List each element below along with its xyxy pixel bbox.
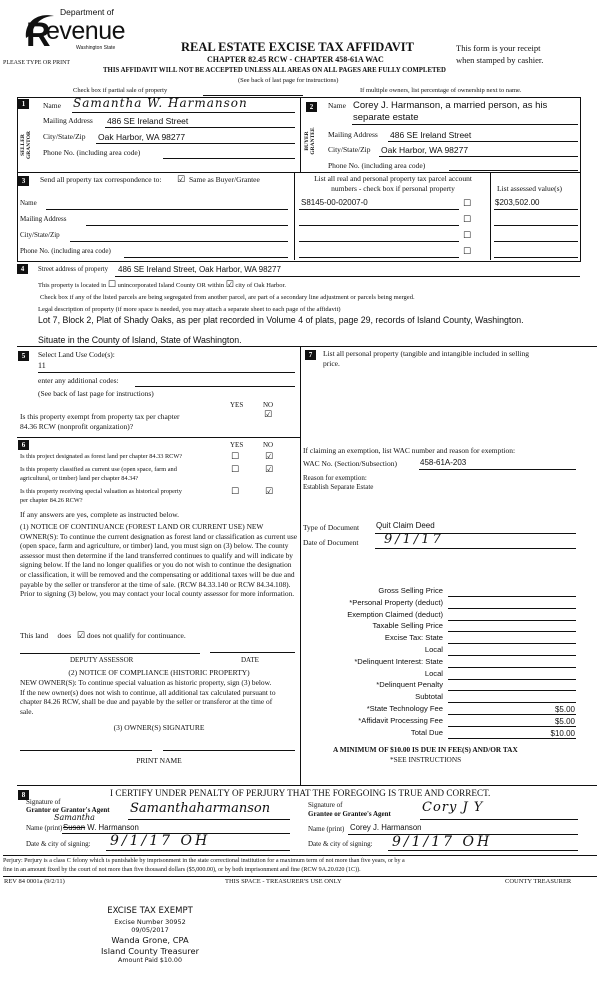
street-address-label: Street address of property [38,266,109,273]
section-2-badge: 2 [306,102,317,112]
send-to-label: Send all property tax correspondence to: [40,175,162,184]
fee-underline [448,679,576,680]
corr-phone-label: Phone No. (including area code) [20,247,111,255]
seller-city-field[interactable]: Oak Harbor, WA 98277 [98,132,186,142]
stamp-treasurer-name: Wanda Grone, CPA [111,935,189,945]
personal-property-checkbox[interactable]: ☐ [463,215,472,225]
form-subtitle: CHAPTER 82.45 RCW - CHAPTER 458-61A WAC [207,55,384,64]
corr-city-field[interactable] [70,241,288,242]
seller-mail-field[interactable]: 486 SE Ireland Street [107,116,189,126]
street-address-field[interactable]: 486 SE Ireland Street, Oak Harbor, WA 98277 [118,265,281,274]
buyer-mail-label: Mailing Address [328,130,378,139]
historic-yes-checkbox[interactable]: ☐ [231,487,240,497]
receipt-note-1: This form is your receipt [456,43,541,53]
buyer-phone-label: Phone No. (including area code) [328,161,426,170]
forest-yes-checkbox[interactable]: ☐ [231,452,240,462]
grantee-sig-label: Signature of [308,801,343,809]
current-use-yes-checkbox[interactable]: ☐ [231,465,240,475]
fee-label: Local [424,668,443,678]
stamp-excise-number: Excise Number 30952 [114,918,186,926]
corr-mail-field[interactable] [86,225,288,226]
fee-label: Exemption Claimed (deduct) [347,609,443,619]
fee-underline [448,714,576,715]
continuance-line [20,631,186,641]
exempt-question-2: 84.36 RCW (nonprofit organization)? [20,422,134,431]
fee-label: Subtotal [415,692,443,702]
parcel-field-2[interactable] [299,225,459,226]
owner-signature-field-2[interactable] [163,750,295,751]
buyer-phone-field[interactable] [449,170,578,171]
assessed-header: List assessed value(s) [497,184,562,193]
partial-sale-label[interactable]: Check box if partial sale of property [73,87,168,94]
parcel-header-2: numbers - check box if personal property [331,184,455,193]
corr-phone-field[interactable] [124,257,288,258]
corr-mail-label: Mailing Address [20,215,67,223]
if-yes-note: If any answers are yes, complete as instructed below. [20,510,180,519]
corr-city-label: City/State/Zip [20,231,60,239]
fee-underline [448,667,576,668]
stamp-title: EXCISE TAX EXEMPT [107,906,193,916]
assessed-field-3[interactable] [494,241,578,242]
section-5-badge: 5 [18,351,29,361]
fee-underline [448,738,576,739]
fee-underline [448,643,576,644]
county-treasurer-label: COUNTY TREASURER [505,878,572,885]
buyer-name-field-line2[interactable]: separate estate [353,112,419,123]
legal-description-label: Legal description of property (if more space is needed, you may attach a separate sheet to each page of the affidavit) [38,306,341,313]
grantor-date-field[interactable]: 9/1/17 OH [110,833,211,849]
stamp-date: 09/05/2017 [131,926,169,934]
current-use-question: Is this property classified as current use (open space, farm and [20,466,177,473]
segregated-checkbox-label[interactable]: Check box if any of the listed parcels are being segregated from another parcel, are part of a secondary line adjustment or parcels being merged. [40,294,415,301]
fee-underline [448,596,576,597]
grantor-signature-field[interactable]: Samanthaharmanson [130,801,271,816]
acceptance-warning: THIS AFFIDAVIT WILL NOT BE ACCEPTED UNLESS ALL AREAS ON ALL PAGES ARE FULLY COMPLETED [103,67,446,74]
does-option[interactable]: does [57,631,72,640]
exemption-claim-label: If claiming an exemption, list WAC number and reason for exemption: [303,446,516,455]
parcel-header: List all real and personal property tax parcel account [314,174,472,183]
land-use-see-back: (See back of last page for instructions) [38,389,154,398]
no-header: NO [263,401,274,409]
historic-no-checkbox[interactable]: ☑ [265,487,274,497]
struck-name: Susan [63,823,86,832]
buyer-grantee-label: BUYER GRANTEE [304,127,316,155]
svg-text:R: R [26,16,51,48]
land-use-code-field[interactable]: 11 [38,361,46,370]
certification-statement: I CERTIFY UNDER PENALTY OF PERJURY THAT THE FOREGOING IS TRUE AND CORRECT. [110,788,491,798]
historic-question-2: per chapter 84.26 RCW? [20,497,83,504]
fee-label: *Personal Property (deduct) [349,597,443,607]
section-7-badge: 7 [305,350,316,360]
buyer-city-field[interactable]: Oak Harbor, WA 98277 [381,145,469,155]
fee-label: Excise Tax: State [384,633,443,643]
fee-label: *State Technology Fee [366,704,443,713]
owner-signature-field[interactable] [20,750,152,751]
parcel-field-3[interactable] [299,241,459,242]
minimum-due-note: A MINIMUM OF $10.00 IS DUE IN FEE(S) AND/OR TAX [333,745,518,754]
buyer-city-label: City/State/Zip [328,145,371,154]
location-line [38,281,286,290]
fee-label: Taxable Selling Price [372,621,443,631]
assessed-value-field[interactable]: $203,502.00 [495,198,540,207]
grantee-signature-field[interactable]: Cory J Y [422,800,484,815]
located-label: This property is located in [38,282,107,289]
personal-property-label: List all personal property (tangible and intangible included in selling [323,349,529,358]
fee-label: *Affidavit Processing Fee [358,715,443,725]
grantor-sig-label: Signature of [26,798,61,806]
personal-property-checkbox[interactable]: ☐ [463,199,472,209]
seller-grantor-label: SELLER GRANTOR [20,131,32,160]
stamp-office: Island County Treasurer [100,946,200,956]
legal-description-line-1[interactable]: Lot 7, Block 2, Plat of Shady Oaks, as per plat recorded in Volume 4 of plats, page 29, records of Island County, Washington. [38,315,524,325]
grantee-name-label: Name (print) [308,825,345,833]
grantor-name-rest: W. Harmanson [87,823,139,832]
fee-value-field[interactable]: $5.00 [554,705,575,714]
doc-type-field[interactable]: Quit Claim Deed [376,521,435,530]
corr-name-field[interactable] [46,209,288,210]
print-name-label: PRINT NAME [136,756,182,765]
grantee-name-field[interactable]: Corey J. Harmanson [350,823,422,832]
perjury-notice: Perjury: Perjury is a class C felony which is punishable by imprisonment in the state correctional institution for a maximum term of not more than five years, or by a [3,858,405,864]
deputy-assessor-label: DEPUTY ASSESSOR [70,656,134,664]
parcel-field-4[interactable] [299,257,459,258]
receipt-note-2: when stamped by cashier. [456,55,544,65]
buyer-mail-field[interactable]: 486 SE Ireland Street [390,130,472,140]
personal-property-checkbox[interactable]: ☐ [463,247,472,257]
grantor-name-label: Name (print) [26,824,63,832]
legal-description-line-2[interactable]: Situate in the County of Island, State of Washington. [38,335,242,345]
forest-land-question: Is this project designated as forest land per chapter 84.33 RCW? [20,453,183,460]
please-type: PLEASE TYPE OR PRINT [3,60,71,66]
grantor-name-field[interactable] [63,823,139,832]
notice-of-compliance: NEW OWNER(S): To continue special valuation as historic property, sign (3) below. If the new owner(s) does not wish to continue, all additional tax calculated pursuant to chapter 84.26 RCW, shall be due and payable by the seller or transferor at the time of sale. [20,678,276,716]
does-not-label: does not qualify for continuance. [86,631,186,640]
fee-value-field[interactable]: $5.00 [554,716,575,726]
section-1-badge: 1 [18,99,29,109]
fee-underline [448,631,576,632]
logo-main-text: evenue [46,17,126,45]
see-instructions-note: *SEE INSTRUCTIONS [390,755,462,764]
yes-header: YES [230,441,244,449]
personal-property-label-2: price. [323,359,340,368]
perjury-notice-2: fine in an amount fixed by the court of not more than five thousand dollars ($5,000.00), or by both imprisonment and fine (RCW 9A.20.020 (1C)). [3,867,361,873]
within-city-checkbox[interactable]: ☑ [225,280,234,290]
seller-phone-field[interactable] [163,158,295,159]
fee-label: *Delinquent Interest: State [354,656,443,666]
stamp-amount: Amount Paid $10.00 [118,957,182,964]
section-4-badge: 4 [17,264,28,274]
seller-name-label: Name [43,101,61,110]
fee-underline [448,608,576,609]
seller-phone-label: Phone No. (including area code) [43,148,141,157]
notice-of-continuance: (1) NOTICE OF CONTINUANCE (FOREST LAND OR CURRENT USE) NEW OWNER(S): To continue the current designation as forest land or classification as current use (open space, farm and agriculture, or timber) land, you must sign on (3) below. The county assessor must then determine if the land transferred continues to qualify and will indicate by signing below. If the land no longer qualifies or you do not wish to continue the designation or classification, it will be removed and the compensating or additional taxes will be due and payable by the seller or transferor at the time of sale. (RCW 84.33.140 or RCW 84.34.108). Prior to signing (3) below, you may contact your local county assessor for more information. [20,522,298,599]
historic-question: Is this property receiving special valuation as historical property [20,488,182,495]
treasurer-use-label: THIS SPACE - TREASURER'S USE ONLY [225,878,342,885]
deputy-assessor-signature[interactable] [20,653,200,654]
reason-field[interactable]: Establish Separate Estate [303,483,374,491]
fee-underline [448,655,576,656]
yes-header: YES [230,401,244,409]
doc-type-label: Type of Document [303,523,360,532]
notice-of-compliance-title: (2) NOTICE OF COMPLIANCE (HISTORIC PROPERTY) [68,668,250,677]
fee-label: Total Due [410,727,443,737]
no-header: NO [263,441,274,449]
fee-value-field[interactable]: $10.00 [550,728,575,738]
personal-property-checkbox[interactable]: ☐ [463,231,472,241]
exempt-no-checkbox[interactable]: ☑ [264,410,273,420]
fee-label: Gross Selling Price [378,586,443,595]
owner-signature-label: (3) OWNER(S) SIGNATURE [113,723,205,732]
grantor-date-label: Date & city of signing: [26,840,91,848]
current-use-no-checkbox[interactable]: ☑ [265,465,274,475]
corr-name-label: Name [20,199,37,207]
unincorporated-label: unincorporated Island County OR within [117,282,225,289]
grantor-agent-label: Grantor or Grantor's Agent [26,806,110,814]
this-land-label: This land [20,631,49,640]
fee-label: Local [424,645,443,654]
assessed-field-2[interactable] [494,225,578,226]
grantee-date-label: Date & city of signing: [308,840,373,848]
seller-mail-label: Mailing Address [43,116,93,125]
buyer-name-field[interactable]: Corey J. Harmanson, a married person, as his [353,100,548,111]
doc-date-label: Date of Document [303,538,359,547]
fee-underline [448,702,576,703]
section-6-badge: 6 [18,440,29,450]
city-label: city of Oak Harbor. [235,282,286,289]
additional-codes-field[interactable] [135,386,295,387]
form-title: REAL ESTATE EXCISE TAX AFFIDAVIT [181,40,414,54]
unincorporated-checkbox[interactable]: ☐ [107,280,116,290]
same-as-buyer-checkbox[interactable]: ☑ [177,175,186,185]
same-as-buyer-label: Same as Buyer/Grantee [189,175,260,184]
multiple-owners-note: If multiple owners, list percentage of ownership next to name. [360,87,522,94]
does-not-checkbox[interactable]: ☑ [76,631,85,641]
reason-label: Reason for exemption: [303,474,367,482]
logo-state-text: Washington State [76,45,116,51]
buyer-name-label: Name [328,101,346,110]
fee-underline [448,690,576,691]
assessor-date-field[interactable] [210,652,295,653]
additional-codes-label: enter any additional codes: [38,376,119,385]
wac-number-field[interactable]: 458-61A-203 [420,458,467,467]
seller-name-field[interactable]: Samantha W. Harmanson [73,96,248,110]
seller-city-label: City/State/Zip [43,132,86,141]
grantee-date-field[interactable]: 9/1/17 OH [392,834,493,850]
land-use-label: Select Land Use Code(s): [38,350,115,359]
forest-no-checkbox[interactable]: ☑ [265,452,274,462]
grantee-agent-label: Grantee or Grantee's Agent [308,810,391,818]
doc-date-field[interactable]: 9/1/17 [384,532,444,547]
date-label: DATE [241,656,259,664]
see-back-note: (See back of last page for instructions) [238,77,339,84]
grantor-name-correction: Samantha [54,813,95,822]
fee-underline [448,620,576,621]
fee-underline [448,726,576,727]
section-3-badge: 3 [18,176,29,186]
exempt-question: Is this property exempt from property tax per chapter [20,412,180,421]
section-8-badge: 8 [18,790,29,800]
assessed-field-4[interactable] [494,257,578,258]
form-revision: REV 84 0001a (9/2/11) [4,878,65,885]
current-use-question-2: agricultural, or timber) land per chapter 84.34? [20,475,139,482]
wac-label: WAC No. (Section/Subsection) [303,459,397,468]
parcel-number-field[interactable]: S8145-00-02007-0 [301,198,368,207]
fee-label: *Delinquent Penalty [376,680,443,690]
logo-dept-text: Department of [60,7,114,17]
